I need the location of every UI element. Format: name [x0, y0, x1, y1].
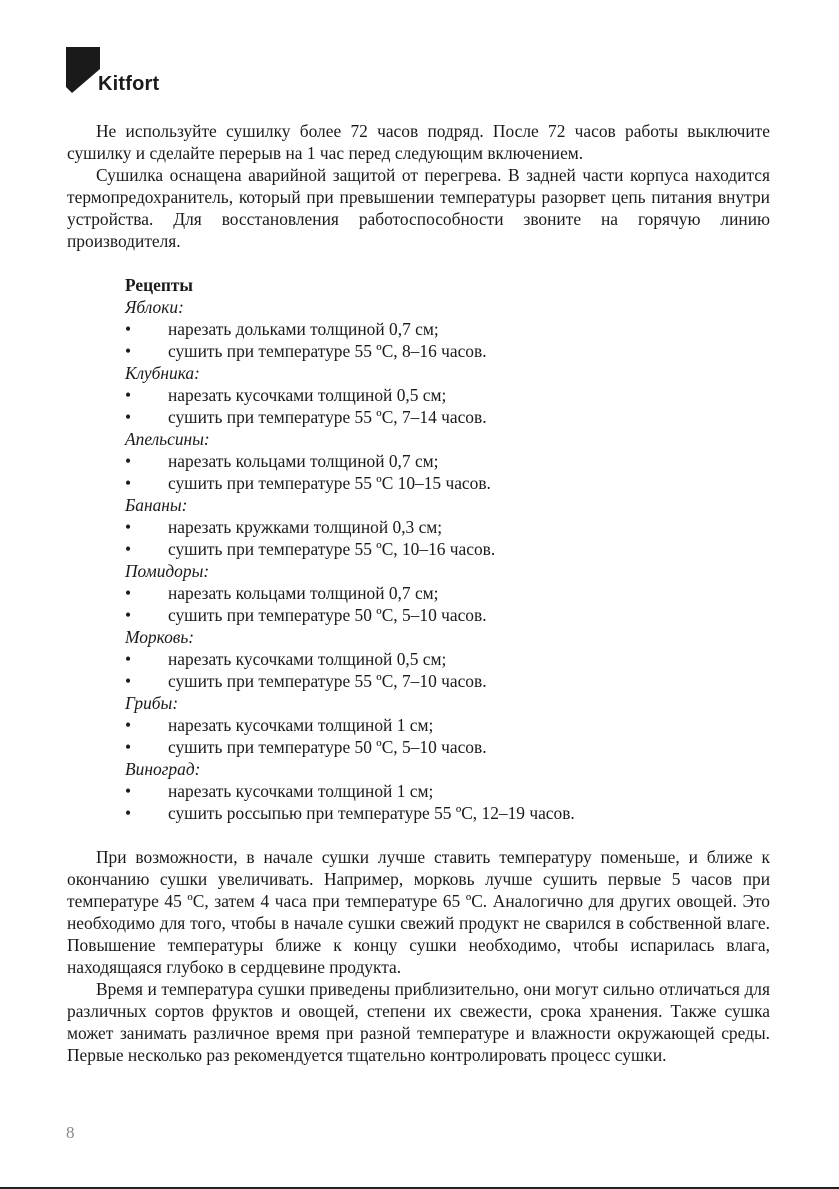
- recipe-step: нарезать дольками толщиной 0,7 см;: [168, 319, 439, 339]
- bullet-icon: •: [125, 341, 132, 361]
- recipe-step: нарезать кусочками толщиной 0,5 см;: [168, 385, 447, 405]
- recipe-name-apples: Яблоки:: [125, 297, 184, 317]
- list-item: [96, 670, 770, 692]
- kitfort-logo-icon: [66, 47, 100, 93]
- recipe-step: нарезать кусочками толщиной 0,5 см;: [168, 649, 447, 669]
- recipe-step: сушить при температуре 55 ºС, 7–14 часов.: [168, 407, 487, 427]
- list-item: [96, 714, 770, 736]
- list-item: [96, 538, 770, 560]
- recipe-name-mushrooms: Грибы:: [125, 693, 179, 713]
- recipe-step: нарезать кольцами толщиной 0,7 см;: [168, 451, 439, 471]
- recipe-step: сушить при температуре 55 ºС, 7–10 часов.: [168, 671, 487, 691]
- page-content: [67, 120, 770, 1066]
- bullet-icon: •: [125, 737, 132, 757]
- recipe-name-strawberry: Клубника:: [125, 363, 200, 383]
- kitfort-logo: [66, 47, 186, 97]
- recipe-name-carrots: Морковь:: [125, 627, 195, 647]
- list-item: [96, 780, 770, 802]
- recipes-section: [67, 274, 770, 824]
- list-item: [96, 802, 770, 824]
- recipe-step: сушить при температуре 50 ºС, 5–10 часов.: [168, 737, 487, 757]
- outro-section: [67, 846, 770, 1066]
- bullet-icon: •: [125, 605, 132, 625]
- list-item: [96, 604, 770, 626]
- list-item: [96, 318, 770, 340]
- list-item: [96, 450, 770, 472]
- recipe-name-tomatoes: Помидоры:: [125, 561, 210, 581]
- list-item: [96, 648, 770, 670]
- recipe-step: сушить россыпью при температуре 55 ºС, 12–19 часов.: [168, 803, 575, 823]
- list-item: [96, 736, 770, 758]
- bullet-icon: •: [125, 781, 132, 801]
- recipe-name-bananas: Бананы:: [125, 495, 188, 515]
- list-item: [96, 384, 770, 406]
- recipes-title: Рецепты: [125, 275, 193, 295]
- outro-paragraph-2: Время и температура сушки приведены приблизительно, они могут сильно отличаться для различных сортов фруктов и овощей, степени их свежести, срока хранения. Также сушка может занимать различное время при разной температуре и влажности окружающей среды. Первые несколько раз рекомендуется тщательно контролировать процесс сушки.: [67, 979, 770, 1065]
- brand-name: Kitfort: [98, 73, 160, 95]
- list-item: [96, 516, 770, 538]
- bullet-icon: •: [125, 583, 132, 603]
- bullet-icon: •: [125, 451, 132, 471]
- intro-paragraph-1: Не используйте сушилку более 72 часов подряд. После 72 часов работы выключите сушилку и сделайте перерыв на 1 час перед следующим включением.: [67, 121, 770, 163]
- recipe-name-grapes: Виноград:: [125, 759, 201, 779]
- bullet-icon: •: [125, 671, 132, 691]
- recipe-step: сушить при температуре 50 ºС, 5–10 часов.: [168, 605, 487, 625]
- bullet-icon: •: [125, 803, 132, 823]
- recipe-step: сушить при температуре 55 ºС, 8–16 часов.: [168, 341, 487, 361]
- list-item: [96, 582, 770, 604]
- recipe-step: нарезать кружками толщиной 0,3 см;: [168, 517, 443, 537]
- recipe-step: нарезать кусочками толщиной 1 см;: [168, 715, 434, 735]
- bullet-icon: •: [125, 539, 132, 559]
- bullet-icon: •: [125, 473, 132, 493]
- recipe-step: сушить при температуре 55 ºС, 10–16 часов.: [168, 539, 496, 559]
- bullet-icon: •: [125, 517, 132, 537]
- recipe-step: нарезать кольцами толщиной 0,7 см;: [168, 583, 439, 603]
- intro-paragraph-2: Сушилка оснащена аварийной защитой от перегрева. В задней части корпуса находится термопредохранитель, который при превышении температуры разорвет цепь питания внутри устройства. Для восстановления работоспособности звоните на горячую линию производителя.: [67, 165, 770, 251]
- outro-paragraph-1: При возможности, в начале сушки лучше ставить температуру поменьше, и ближе к окончанию сушки увеличивать. Например, морковь лучше сушить первые 5 часов при температуре 45 ºС, затем 4 часа при температуре 65 ºС. Аналогично для других овощей. Это необходимо для того, чтобы в начале сушки свежий продукт не сварился в собственной влаге. Повышение температуры ближе к концу сушки необходимо, чтобы испарилась влага, находящаяся глубоко в сердцевине продукта.: [67, 847, 770, 977]
- bullet-icon: •: [125, 649, 132, 669]
- bullet-icon: •: [125, 715, 132, 735]
- recipe-step: нарезать кусочками толщиной 1 см;: [168, 781, 434, 801]
- bullet-icon: •: [125, 407, 132, 427]
- list-item: [96, 340, 770, 362]
- list-item: [96, 472, 770, 494]
- recipe-name-oranges: Апельсины:: [125, 429, 210, 449]
- recipe-step: сушить при температуре 55 ºС 10–15 часов.: [168, 473, 491, 493]
- list-item: [96, 406, 770, 428]
- bullet-icon: •: [125, 385, 132, 405]
- bullet-icon: •: [125, 319, 132, 339]
- page-number: 8: [66, 1123, 75, 1142]
